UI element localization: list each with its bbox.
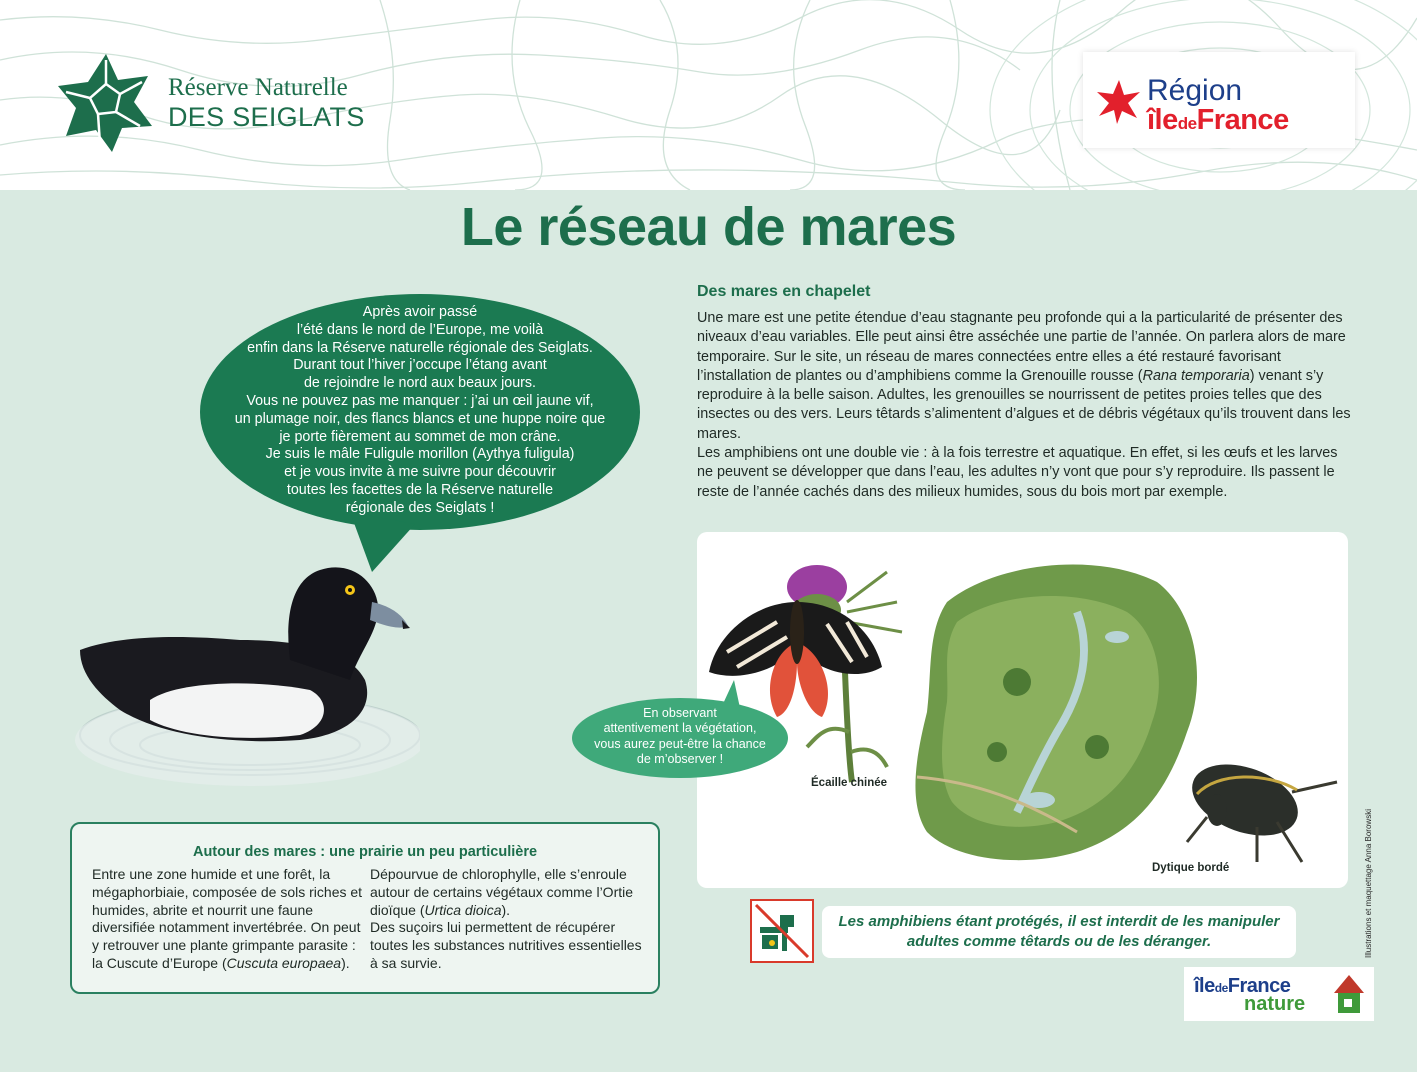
duck-speech-bubble	[200, 292, 640, 540]
section-heading: Des mares en chapelet	[697, 283, 871, 300]
moth-speech-bubble	[572, 678, 788, 778]
house-icon	[1332, 971, 1366, 1015]
illustration-credit: Illustrations et maquettage Anna Borowski	[1364, 809, 1373, 958]
idf-nature-line1: îledeFrance	[1194, 975, 1291, 997]
idf-nature-logo	[1184, 967, 1374, 1021]
pond-illustration-panel	[697, 532, 1348, 888]
info-box-column-1: Entre une zone humide et une forêt, la mégaphorbiaie, composée de sols riches et humides, abrite et nourrit une faune diversifiée notamment invertébrée. On peut y retrouver une plante grimpante parasite : la Cuscute d’Europe (Cuscuta europaea).	[92, 866, 363, 971]
section-paragraph-1: Une mare est une petite étendue d’eau stagnante peu profonde qui a la particularité de présenter des niveaux d’eau variables. Elle peut ainsi être asséchée une partie de l’année. On parlera alors de mare temporaire. Sur le site, un réseau de mares connectées entre elles a été restauré favorisant l’installation de plantes ou d’amphibiens comme la Grenouille rousse (Rana temporaria) venant s’y reproduire à la belle saison. Adultes, les grenouilles se nourrissent de petites proies telles que des insectes ou des vers. Leurs têtards s’alimentent d’algues et de débris végétaux qu’ils trouvent dans les mares.	[697, 310, 1351, 442]
region-name-line2: îledeFrance	[1147, 104, 1289, 136]
section-paragraph-2: Les amphibiens ont une double vie : à la fois terrestre et aquatique. En effet, si les œufs et les larves ne peuvent se développer que dans l’eau, les adultes n’y vont que pour s’y reproduire. Ils passent le reste de l’année cachés dans des milieux humides, sous du bois mort par exemple.	[697, 445, 1338, 500]
small-bubble-text: En observant attentivement la végétation, vous aurez peut-être la chance de m’observer !	[594, 706, 766, 766]
meadow-info-box	[70, 822, 660, 994]
reserve-logo	[56, 52, 376, 162]
region-logo	[1083, 52, 1355, 148]
reserve-name-line1: Réserve Naturelle	[168, 74, 348, 101]
region-star-icon	[1097, 80, 1141, 124]
no-touch-icon	[752, 901, 812, 961]
speech-text: Après avoir passé l’été dans le nord de l’Europe, me voilà enfin dans la Réserve naturelle régionale des Seiglats. Durant tout l’hiver j’occupe l’étang avant de rejoindre le nord aux beaux jours. Vous ne pouvez pas me manquer : j’ai un œil jaune vif, un plumage noir, des flancs blancs et une huppe noire que je porte fièrement au sommet de mon crâne. Je suis le mâle Fuligule morillon (Aythya fuligula) et je vous invite à me suivre pour découvrir toutes les facettes de la Réserve naturelle régionale des Seiglats !	[234, 304, 606, 516]
beetle-illustration	[1182, 751, 1337, 862]
no-touch-sign	[750, 899, 814, 963]
moth-label: Écaille chinée	[811, 777, 888, 789]
reserve-name-line2: DES SEIGLATS	[168, 102, 365, 132]
pond-illustration	[697, 532, 1348, 888]
reserve-star-icon	[56, 52, 156, 152]
info-box-heading: Autour des mares : une prairie un peu particulière	[192, 844, 538, 860]
pond-landscape	[915, 565, 1197, 861]
header-band	[0, 0, 1417, 190]
tufted-duck-illustration	[60, 540, 420, 800]
section-body	[697, 309, 1357, 502]
info-box-column-2: Dépourvue de chlorophylle, elle s’enroule autour de certains végétaux comme l’Ortie dioïque (Urtica dioica). Des suçoirs lui permettent de récupérer toutes les substances nutritives essentielles à sa survie.	[370, 866, 642, 971]
page-title: Le réseau de mares	[460, 197, 957, 257]
protection-warning: Les amphibiens étant protégés, il est interdit de les manipuler adultes comme têtards ou de les déranger.	[822, 906, 1296, 958]
beetle-label: Dytique bordé	[1152, 862, 1230, 874]
region-name-line1: Région	[1147, 74, 1243, 107]
idf-nature-line2: nature	[1244, 993, 1306, 1015]
